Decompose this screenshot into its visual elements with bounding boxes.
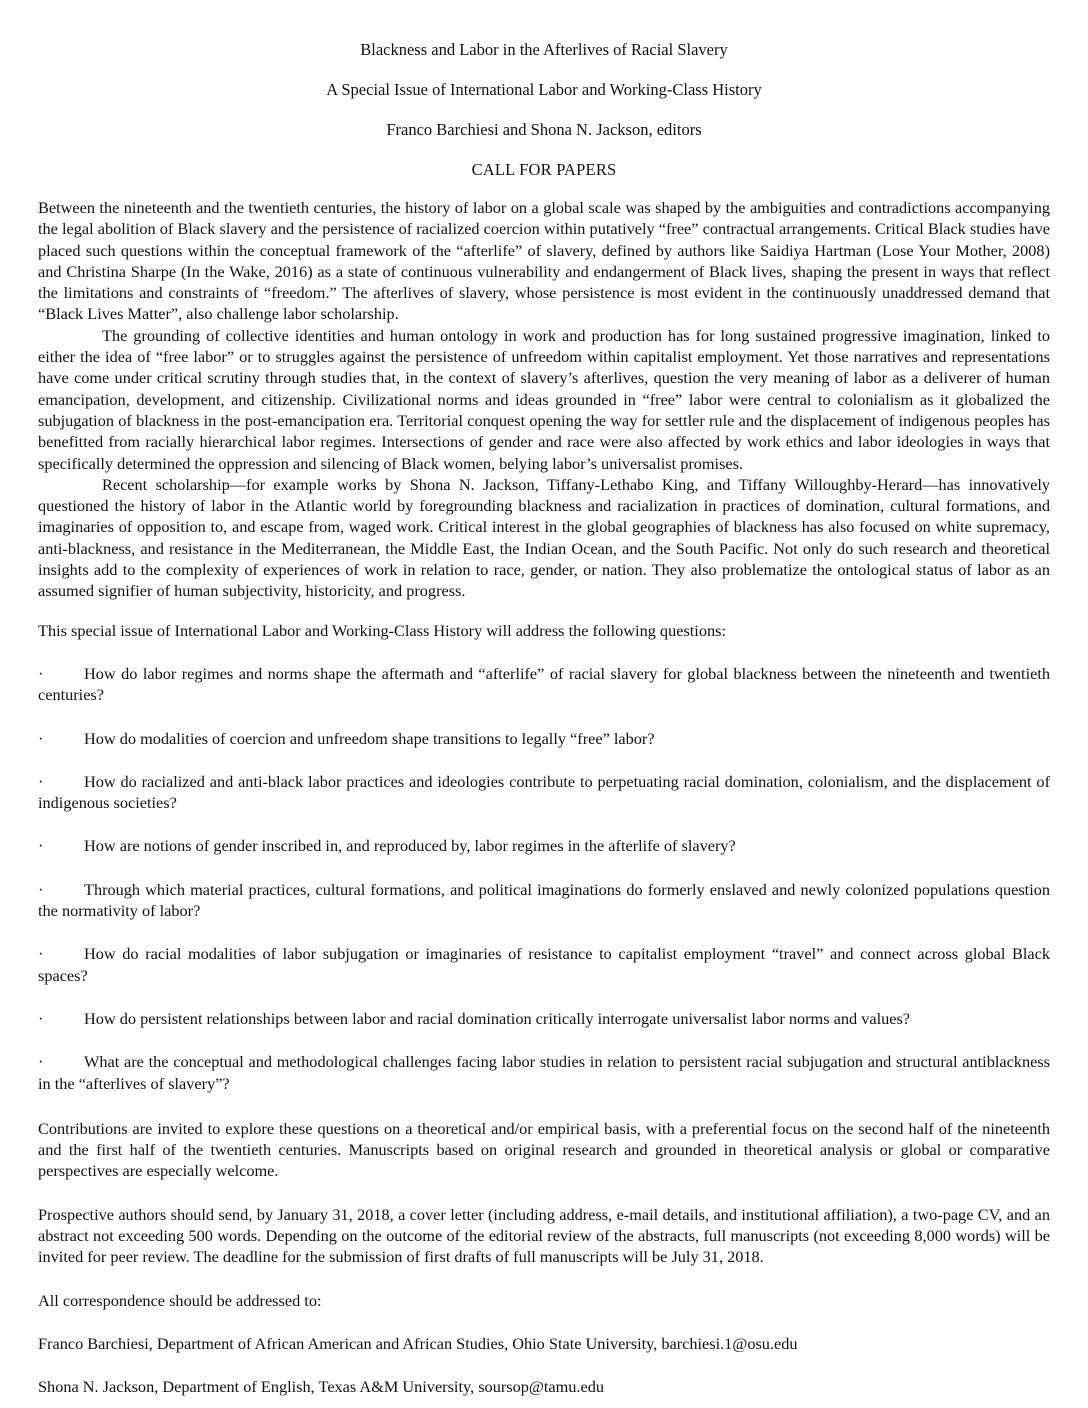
intro-paragraph-3: Recent scholarship—for example works by Shona N. Jackson, Tiffany-Lethabo King, and Tiffany Willoughby-Herard—has innovatively questioned the history of labor in the Atlantic world by foregrounding blackness and racialization in practices of domination, cultural formations, and imaginaries of opposition to, and escape from, waged work. Critical interest in the global geographies of blackness has also focused on white supremacy, anti-blackness, and resistance in the Mediterranean, the Middle East, the Indian Ocean, and the South Pacific. Not only do such research and theoretical insights add to the complexity of experiences of work in relation to race, gender, or nation. They also problematize the ontological status of labor as an assumed signifier of human subjectivity, historicity, and progress. xyxy=(38,474,1050,601)
question-item xyxy=(38,663,1050,706)
question-text: What are the conceptual and methodological challenges facing labor studies in relation to persistent racial subjugation and structural antiblackness in the “afterlives of slavery”? xyxy=(38,1052,1050,1093)
correspondence-lead: All correspondence should be addressed to: xyxy=(38,1290,322,1310)
document-page xyxy=(38,36,1050,1397)
document-subtitle: A Special Issue of International Labor and Working-Class History xyxy=(326,80,762,99)
document-title: Blackness and Labor in the Afterlives of Racial Slavery xyxy=(360,40,728,59)
question-text: How do racialized and anti-black labor practices and ideologies contribute to perpetuating racial domination, colonialism, and the displacement of indigenous societies? xyxy=(38,771,1050,813)
intro-paragraph-1: Between the nineteenth and the twentieth centuries, the history of labor on a global scale was shaped by the ambiguities and contradictions accompanying the legal abolition of Black slavery and the persistence of racialized coercion within putatively “free” contractual arrangements. Critical Black studies have placed such questions within the conceptual framework of the “afterlife” of slavery, defined by authors like Saidiya Hartman (Lose Your Mother, 2008) and Christina Sharpe (In the Wake, 2016) as a state of continuous vulnerability and endangerment of Black lives, shaping the present in ways that reflect the limitations and constraints of “freedom.” The afterlives of slavery, whose persistence is most evident in the continuously unaddressed demand that “Black Lives Matter”, also challenge labor scholarship. xyxy=(38,198,1050,324)
contact-text: Shona N. Jackson, Department of English, Texas A&M University, xyxy=(38,1377,479,1397)
question-text: How do persistent relationships between labor and racial domination critically interrogate universalist labor norms and values? xyxy=(84,1008,911,1028)
question-text: How do modalities of coercion and unfreedom shape transitions to legally “free” labor? xyxy=(84,728,655,748)
intro-paragraph-2: The grounding of collective identities and human ontology in work and production has for long sustained progressive imagination, linked to either the idea of “free labor” or to struggles against the persistence of unfreedom within capitalist employment. Yet those narratives and representations have come under critical scrutiny through studies that, in the context of slavery’s afterlives, question the very meaning of labor as a deliverer of human emancipation, development, and citizenship. Civilizational norms and ideas grounded in “free” labor were central to colonialism as it globalized the subjugation of blackness in the post-emancipation era. Territorial conquest opening the way for settler rule and the displacement of indigenous peoples has benefitted from racially hierarchical labor regimes. Intersections of gender and race were also affected by work ethics and labor ideologies in ways that specifically determined the oppression and silencing of Black women, belying labor’s universalist promises. xyxy=(38,325,1050,473)
submission-paragraph: Prospective authors should send, by January 31, 2018, a cover letter (including address, e-mail details, and institutional affiliation), a two-page CV, and an abstract not exceeding 500 words. Depending on the outcome of the editorial review of the abstracts, full manuscripts (not exceeding 8,000 words) will be invited for peer review. The deadline for the submission of first drafts of full manuscripts will be July 31, 2018. xyxy=(38,1204,1050,1267)
contact-barchiesi xyxy=(38,1333,1050,1354)
contact-jackson xyxy=(38,1376,1050,1397)
bullet-icon: · xyxy=(38,879,44,899)
questions-lead: This special issue of International Labor and Working-Class History will address the following questions: xyxy=(38,620,726,640)
question-text: How do labor regimes and norms shape the aftermath and “afterlife” of racial slavery for global blackness between the nineteenth and twentieth centuries? xyxy=(38,663,1050,705)
question-item xyxy=(38,1051,1050,1094)
email-link[interactable]: barchiesi.1@osu.edu xyxy=(661,1333,798,1353)
question-item xyxy=(38,728,1050,749)
bullet-icon: · xyxy=(38,1008,44,1028)
bullet-icon: · xyxy=(38,1052,44,1072)
contact-text: Franco Barchiesi, Department of African American and African Studies, Ohio State University, xyxy=(38,1333,662,1353)
call-for-papers-heading: CALL FOR PAPERS xyxy=(471,160,617,179)
bullet-icon: · xyxy=(38,944,44,964)
question-text: How do racial modalities of labor subjugation or imaginaries of resistance to capitalist employment “travel” and connect across global Black spaces? xyxy=(38,944,1050,985)
editors-line: Franco Barchiesi and Shona N. Jackson, editors xyxy=(386,120,702,139)
questions-list xyxy=(38,663,1050,1094)
question-text: How are notions of gender inscribed in, and reproduced by, labor regimes in the afterlife of slavery? xyxy=(84,836,736,856)
bullet-icon: · xyxy=(38,771,44,791)
question-item xyxy=(38,771,1050,814)
question-item xyxy=(38,943,1050,986)
bullet-icon: · xyxy=(38,663,44,683)
intro-section xyxy=(38,197,1050,602)
question-text: Through which material practices, cultural formations, and political imaginations do formerly enslaved and newly colonized populations question the normativity of labor? xyxy=(38,879,1050,921)
email-link[interactable]: soursop@tamu.edu xyxy=(478,1377,605,1397)
bullet-icon: · xyxy=(38,728,44,748)
bullet-icon: · xyxy=(38,836,44,856)
question-item xyxy=(38,879,1050,922)
contributions-paragraph: Contributions are invited to explore these questions on a theoretical and/or empirical basis, with a preferential focus on the second half of the nineteenth and the first half of the twentieth centuries. Manuscripts based on original research and grounded in theoretical analysis or global or comparative perspectives are especially welcome. xyxy=(38,1118,1050,1181)
question-item xyxy=(38,835,1050,856)
question-item xyxy=(38,1008,1050,1029)
